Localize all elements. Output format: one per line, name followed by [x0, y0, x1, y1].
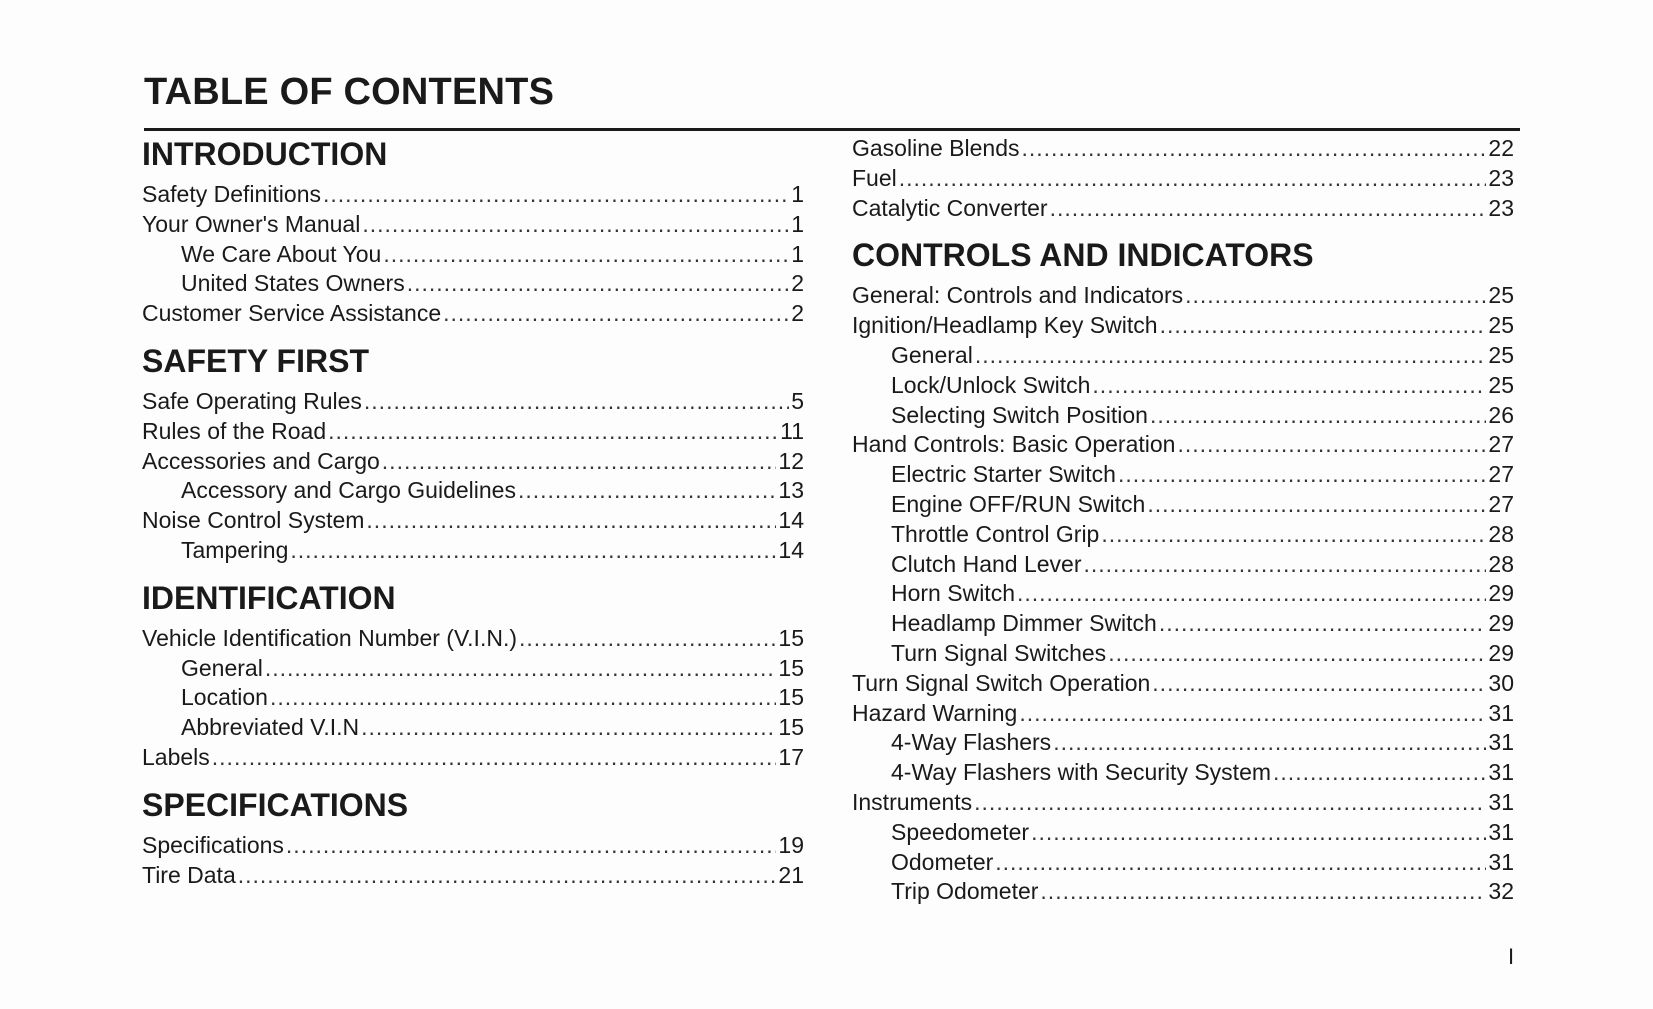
toc-entry-label: Abbreviated V.I.N	[181, 714, 360, 741]
toc-entry[interactable]	[852, 818, 1514, 848]
section-heading-introduction: INTRODUCTION	[142, 136, 388, 172]
dot-leader	[899, 164, 1487, 194]
toc-entry-page-number: 5	[791, 387, 804, 414]
dot-leader	[518, 476, 776, 506]
toc-entry-page-number: 31	[1488, 818, 1514, 845]
toc-entry-page-number: 1	[791, 210, 804, 237]
toc-entry-page-number: 25	[1488, 341, 1514, 368]
toc-entry-label: Horn Switch	[891, 580, 1015, 607]
toc-entry-page-number: 29	[1488, 580, 1514, 607]
toc-entry-page-number: 19	[778, 831, 804, 858]
dot-leader	[1053, 728, 1486, 758]
toc-entry-label: Speedometer	[891, 818, 1030, 845]
toc-entry-page-number: 29	[1488, 610, 1514, 637]
toc-entry[interactable]	[142, 624, 804, 654]
dot-leader	[286, 831, 776, 861]
dot-leader	[1118, 460, 1486, 490]
dot-leader	[443, 299, 789, 329]
toc-entry-page-number: 31	[1488, 848, 1514, 875]
toc-entry-label: General	[891, 341, 973, 368]
toc-entry-label: Tire Data	[142, 861, 236, 888]
toc-entry[interactable]	[142, 683, 804, 713]
toc-entry-page-number: 27	[1488, 461, 1514, 488]
toc-entry[interactable]	[852, 848, 1514, 878]
toc-entry[interactable]	[852, 609, 1514, 639]
dot-leader	[1017, 579, 1486, 609]
dot-leader	[270, 683, 776, 713]
dot-leader	[519, 624, 776, 654]
toc-entry[interactable]	[852, 699, 1514, 729]
toc-entry[interactable]	[142, 240, 804, 270]
toc-entry-label: We Care About You	[181, 240, 382, 267]
toc-entry[interactable]	[852, 164, 1514, 194]
toc-entry-label: Throttle Control Grip	[891, 520, 1100, 547]
toc-entry[interactable]	[142, 299, 804, 329]
toc-entry-page-number: 1	[791, 181, 804, 207]
dot-leader	[361, 713, 776, 743]
toc-entry-page-number: 27	[1488, 490, 1514, 517]
toc-entry-list	[852, 134, 1514, 223]
toc-entry[interactable]	[142, 269, 804, 299]
toc-entry[interactable]	[142, 743, 804, 773]
toc-entry[interactable]	[852, 311, 1514, 341]
toc-entry-label: Instruments	[852, 788, 973, 815]
toc-entry-label: Labels	[142, 743, 210, 770]
toc-entry-page-number: 31	[1488, 788, 1514, 815]
toc-entry-label: Location	[181, 684, 268, 711]
dot-leader	[290, 536, 776, 566]
toc-entry-page-number: 15	[778, 654, 804, 681]
dot-leader	[1150, 401, 1486, 431]
toc-entry-page-number: 25	[1488, 312, 1514, 339]
toc-entry-page-number: 31	[1488, 759, 1514, 786]
section-heading-safety-first: SAFETY FIRST	[142, 342, 369, 379]
dot-leader	[366, 506, 776, 536]
toc-entry-page-number: 31	[1488, 699, 1514, 726]
section-heading-specifications: SPECIFICATIONS	[142, 786, 409, 823]
toc-entry-page-number: 13	[778, 477, 804, 504]
toc-entry-label: Safe Operating Rules	[142, 387, 362, 414]
toc-entry-label: Headlamp Dimmer Switch	[891, 610, 1157, 637]
toc-entry-page-number: 14	[778, 536, 804, 563]
dot-leader	[974, 788, 1486, 818]
toc-entry-label: General	[181, 654, 263, 681]
toc-entry-label: Lock/Unlock Switch	[891, 371, 1091, 398]
toc-entry-label: Fuel	[852, 164, 897, 191]
dot-leader	[407, 269, 789, 299]
toc-entry-page-number: 27	[1488, 431, 1514, 458]
toc-entry-label: Accessory and Cargo Guidelines	[181, 477, 516, 504]
toc-entry-page-number: 28	[1488, 550, 1514, 577]
toc-entry-label: Selecting Switch Position	[891, 401, 1148, 428]
toc-entry[interactable]	[142, 447, 804, 477]
toc-entry-label: Noise Control System	[142, 507, 365, 534]
toc-entry-page-number: 11	[780, 417, 804, 444]
dot-leader	[212, 743, 777, 773]
dot-leader	[265, 654, 777, 684]
dot-leader	[1050, 194, 1487, 224]
toc-entry-list	[852, 281, 1514, 907]
dot-leader	[975, 341, 1487, 371]
toc-entry-label: Engine OFF/RUN Switch	[891, 490, 1146, 517]
toc-entry[interactable]	[142, 180, 804, 210]
toc-entry[interactable]	[852, 550, 1514, 580]
toc-entry-page-number: 30	[1488, 669, 1514, 696]
toc-entry-label: Rules of the Road	[142, 417, 327, 444]
toc-entry-page-number: 21	[778, 861, 804, 888]
toc-entry-label: General: Controls and Indicators	[852, 282, 1184, 309]
toc-entry-label: Specifications	[142, 831, 284, 858]
dot-leader	[1092, 371, 1486, 401]
toc-entry[interactable]	[852, 460, 1514, 490]
toc-entry-page-number: 25	[1488, 282, 1514, 309]
dot-leader	[328, 417, 778, 447]
toc-entry-list	[142, 624, 804, 773]
toc-entry-label: Trip Odometer	[891, 878, 1039, 905]
toc-entry[interactable]	[852, 430, 1514, 460]
toc-entry-page-number: 12	[778, 447, 804, 474]
toc-entry-label: Turn Signal Switch Operation	[852, 669, 1151, 696]
toc-entry-page-number: 25	[1488, 371, 1514, 398]
dot-leader	[1019, 699, 1486, 729]
toc-entry-page-number: 2	[791, 270, 804, 297]
dot-leader	[1177, 430, 1486, 460]
toc-entry-page-number: 26	[1488, 401, 1514, 428]
dot-leader	[1031, 818, 1486, 848]
dot-leader	[1152, 669, 1486, 699]
toc-entry-label: United States Owners	[181, 270, 405, 297]
dot-leader	[1273, 758, 1486, 788]
toc-entry-page-number: 15	[778, 714, 804, 741]
toc-entry-page-number: 23	[1488, 164, 1514, 191]
dot-leader	[1101, 520, 1486, 550]
toc-entry[interactable]	[142, 713, 804, 743]
toc-entry-page-number: 14	[778, 507, 804, 534]
toc-entry-list	[142, 180, 804, 329]
toc-left-column	[142, 128, 804, 890]
dot-leader	[1084, 550, 1487, 580]
dot-leader	[1108, 639, 1486, 669]
dot-leader	[238, 861, 777, 891]
dot-leader	[364, 387, 789, 417]
toc-entry-page-number: 29	[1488, 639, 1514, 666]
toc-entry[interactable]	[852, 371, 1514, 401]
toc-entry-list	[142, 831, 804, 891]
toc-entry[interactable]	[852, 877, 1514, 907]
toc-entry-label: Turn Signal Switches	[891, 639, 1107, 666]
toc-entry-label: Odometer	[891, 848, 994, 875]
toc-entry[interactable]	[852, 728, 1514, 758]
toc-entry[interactable]	[852, 520, 1514, 550]
dot-leader	[1022, 134, 1487, 164]
toc-entry[interactable]	[852, 194, 1514, 224]
toc-entry[interactable]	[142, 210, 804, 240]
toc-entry[interactable]	[142, 417, 804, 447]
toc-entry-label: Hand Controls: Basic Operation	[852, 431, 1176, 458]
toc-entry-label: Your Owner's Manual	[142, 210, 361, 237]
toc-entry-label: Vehicle Identification Number (V.I.N.)	[142, 624, 517, 651]
toc-entry-label: Clutch Hand Lever	[891, 550, 1082, 577]
dot-leader	[1160, 311, 1487, 341]
toc-entry[interactable]	[852, 758, 1514, 788]
section-heading-controls-and-indicators: CONTROLS AND INDICATORS	[852, 237, 1314, 274]
toc-entry-label: Accessories and Cargo	[142, 447, 380, 474]
toc-entry-label: Gasoline Blends	[852, 135, 1020, 161]
toc-entry[interactable]	[142, 387, 804, 417]
dot-leader	[1040, 877, 1486, 907]
toc-entry[interactable]	[852, 281, 1514, 311]
toc-entry-label: 4-Way Flashers with Security System	[891, 759, 1272, 786]
toc-entry[interactable]	[142, 476, 804, 506]
page-title: TABLE OF CONTENTS	[144, 71, 555, 113]
dot-leader	[362, 210, 789, 240]
toc-entry[interactable]	[852, 490, 1514, 520]
toc-entry-label: Electric Starter Switch	[891, 461, 1116, 488]
toc-entry-page-number: 31	[1488, 729, 1514, 756]
dot-leader	[1147, 490, 1486, 520]
toc-entry[interactable]	[142, 536, 804, 566]
page-number: I	[1508, 944, 1515, 969]
dot-leader	[382, 447, 777, 477]
toc-entry-label: Tampering	[181, 536, 289, 563]
toc-entry-page-number: 32	[1488, 878, 1514, 905]
toc-entry-label: Hazard Warning	[852, 699, 1018, 726]
toc-entry[interactable]	[852, 401, 1514, 431]
toc-entry[interactable]	[852, 579, 1514, 609]
section-heading-identification: IDENTIFICATION	[142, 579, 396, 616]
toc-entry-label: Catalytic Converter	[852, 194, 1048, 221]
toc-entry[interactable]	[852, 788, 1514, 818]
toc-entry-page-number: 2	[791, 300, 804, 327]
toc-entry-page-number: 17	[778, 743, 804, 770]
toc-entry-label: 4-Way Flashers	[891, 729, 1052, 756]
toc-entry[interactable]	[852, 639, 1514, 669]
toc-right-column	[852, 128, 1514, 907]
dot-leader	[1185, 281, 1486, 311]
toc-entry-page-number: 22	[1488, 135, 1514, 161]
toc-entry-page-number: 28	[1488, 520, 1514, 547]
toc-entry-page-number: 23	[1488, 194, 1514, 221]
toc-entry[interactable]	[142, 861, 804, 891]
toc-entry-page-number: 15	[778, 624, 804, 651]
toc-entry-list	[142, 387, 804, 566]
dot-leader	[323, 180, 789, 210]
toc-entry[interactable]	[142, 654, 804, 684]
dot-leader	[383, 240, 789, 270]
dot-leader	[995, 848, 1486, 878]
toc-entry[interactable]	[852, 134, 1514, 164]
toc-entry-label: Safety Definitions	[142, 181, 321, 207]
toc-entry[interactable]	[142, 506, 804, 536]
toc-entry-page-number: 1	[791, 240, 804, 267]
toc-entry[interactable]	[852, 341, 1514, 371]
toc-entry-page-number: 15	[778, 684, 804, 711]
toc-entry[interactable]	[852, 669, 1514, 699]
toc-entry-label: Ignition/Headlamp Key Switch	[852, 312, 1158, 339]
toc-entry[interactable]	[142, 831, 804, 861]
toc-entry-label: Customer Service Assistance	[142, 300, 442, 327]
dot-leader	[1159, 609, 1487, 639]
